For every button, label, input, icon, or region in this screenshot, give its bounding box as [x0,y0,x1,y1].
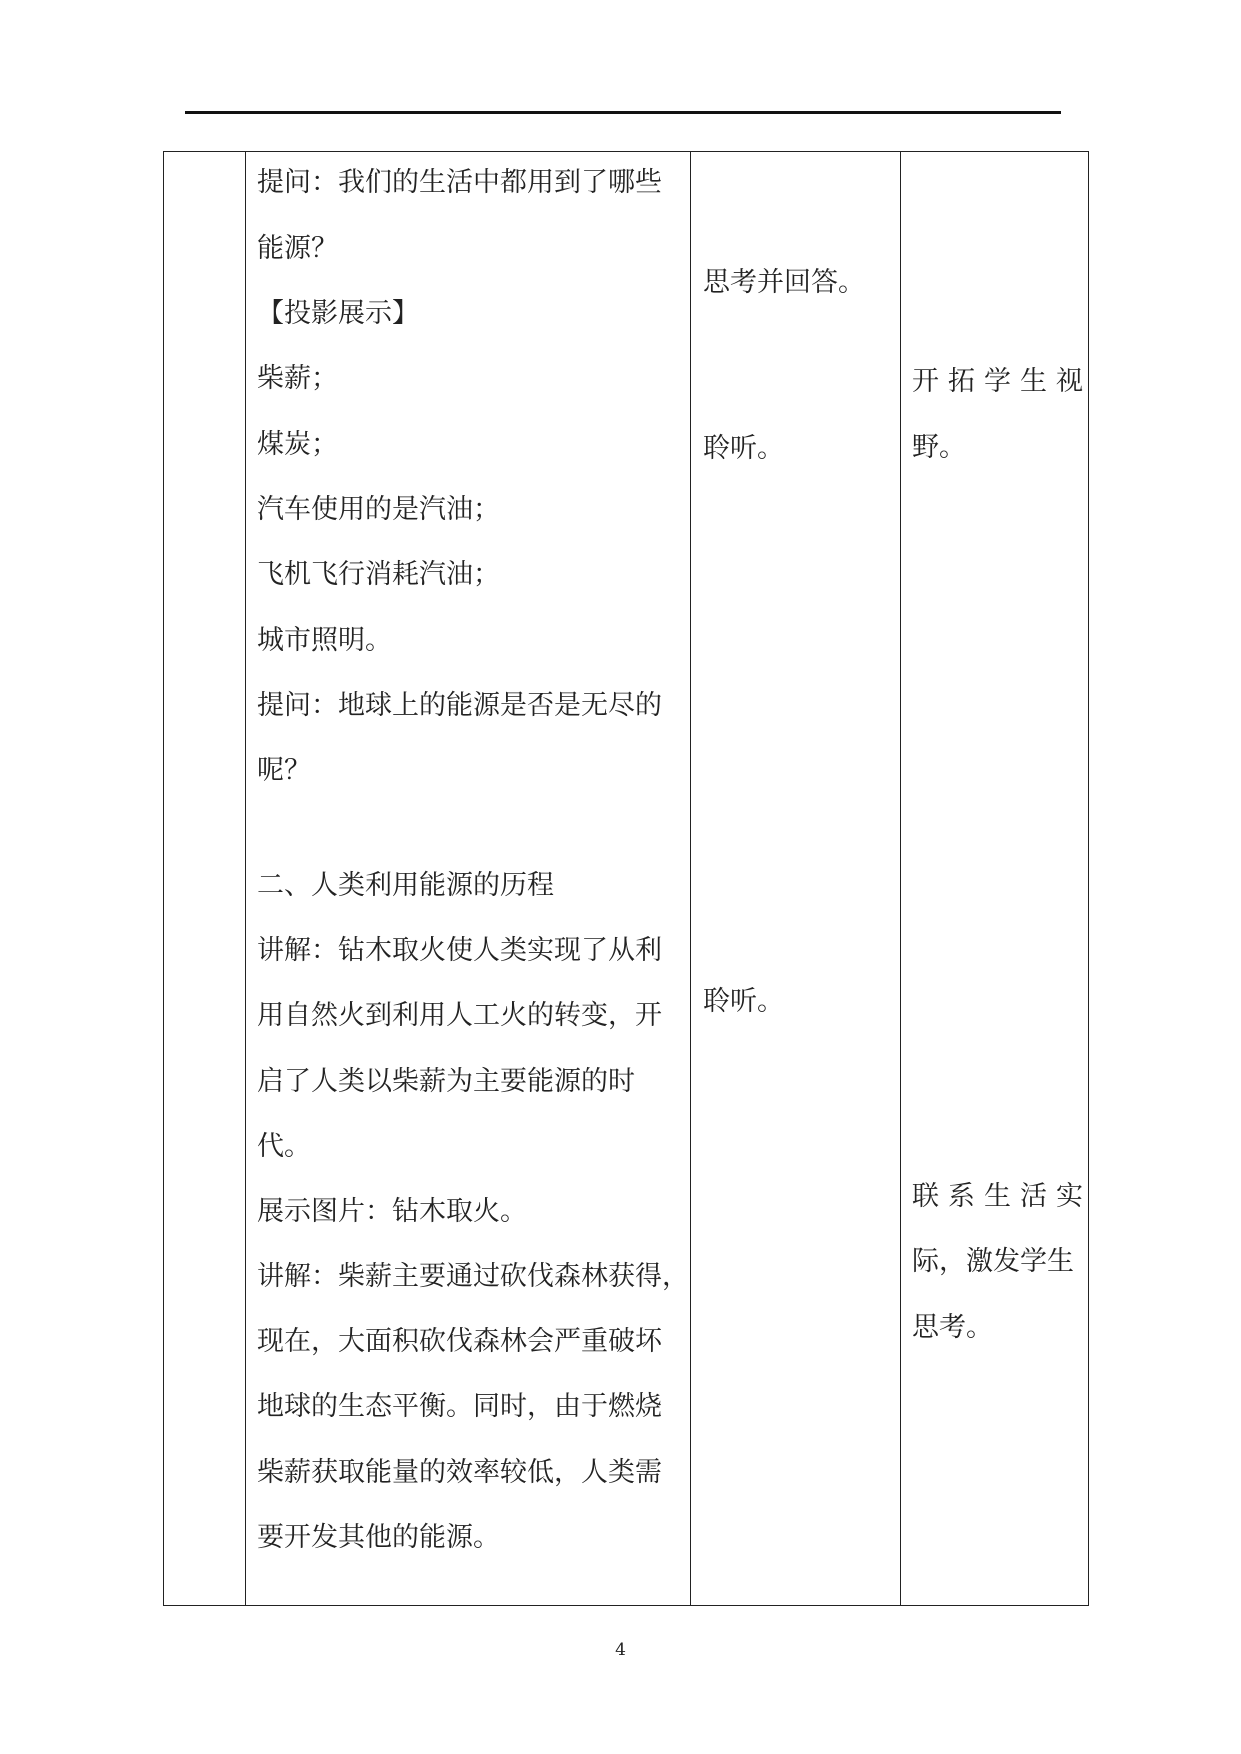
stage-cell [164,152,246,1606]
teaching-content-cell [246,152,691,1606]
content-line: 能源？ [257,233,338,264]
content-line: 城市照明。 [257,625,392,656]
intent-line: 野。 [912,432,966,463]
content-line: 用自然火到利用人工火的转变，开 [257,1000,662,1031]
page-number: 4 [615,1640,626,1660]
content-line: 【投影展示】 [257,298,419,329]
content-line: 启了人类以柴薪为主要能源的时 [257,1066,635,1097]
content-line: 展示图片：钻木取火。 [257,1196,527,1227]
intent-line: 联系生活实 [912,1181,1092,1212]
intent-line: 思考。 [912,1312,993,1343]
content-line: 提问：我们的生活中都用到了哪些 [257,167,662,198]
content-line: 呢？ [257,755,311,786]
header-rule [185,111,1061,114]
section-heading: 二、人类利用能源的历程 [257,870,554,901]
content-line: 提问：地球上的能源是否是无尽的 [257,690,662,721]
activity-line: 聆听。 [703,433,784,464]
content-line: 现在，大面积砍伐森林会严重破坏 [257,1326,662,1357]
intent-line: 际，激发学生 [912,1246,1074,1277]
content-line: 煤炭； [257,429,338,460]
content-line: 柴薪获取能量的效率较低，人类需 [257,1457,662,1488]
intent-line: 开拓学生视 [912,366,1092,397]
content-line: 柴薪； [257,363,338,394]
content-line: 讲解：钻木取火使人类实现了从利 [257,935,662,966]
content-line: 飞机飞行消耗汽油； [257,559,500,590]
lesson-plan-table [163,151,1092,1606]
table-row [164,152,1089,1606]
design-intent-cell [901,152,1092,1606]
content-line: 汽车使用的是汽油； [257,494,500,525]
content-line: 地球的生态平衡。同时，由于燃烧 [257,1391,662,1422]
content-line: 讲解：柴薪主要通过砍伐森林获得， [257,1261,689,1292]
content-line: 要开发其他的能源。 [257,1522,500,1553]
content-line: 代。 [257,1131,311,1162]
student-activity-cell [691,152,901,1606]
activity-line: 思考并回答。 [703,267,865,298]
activity-line: 聆听。 [703,986,784,1017]
